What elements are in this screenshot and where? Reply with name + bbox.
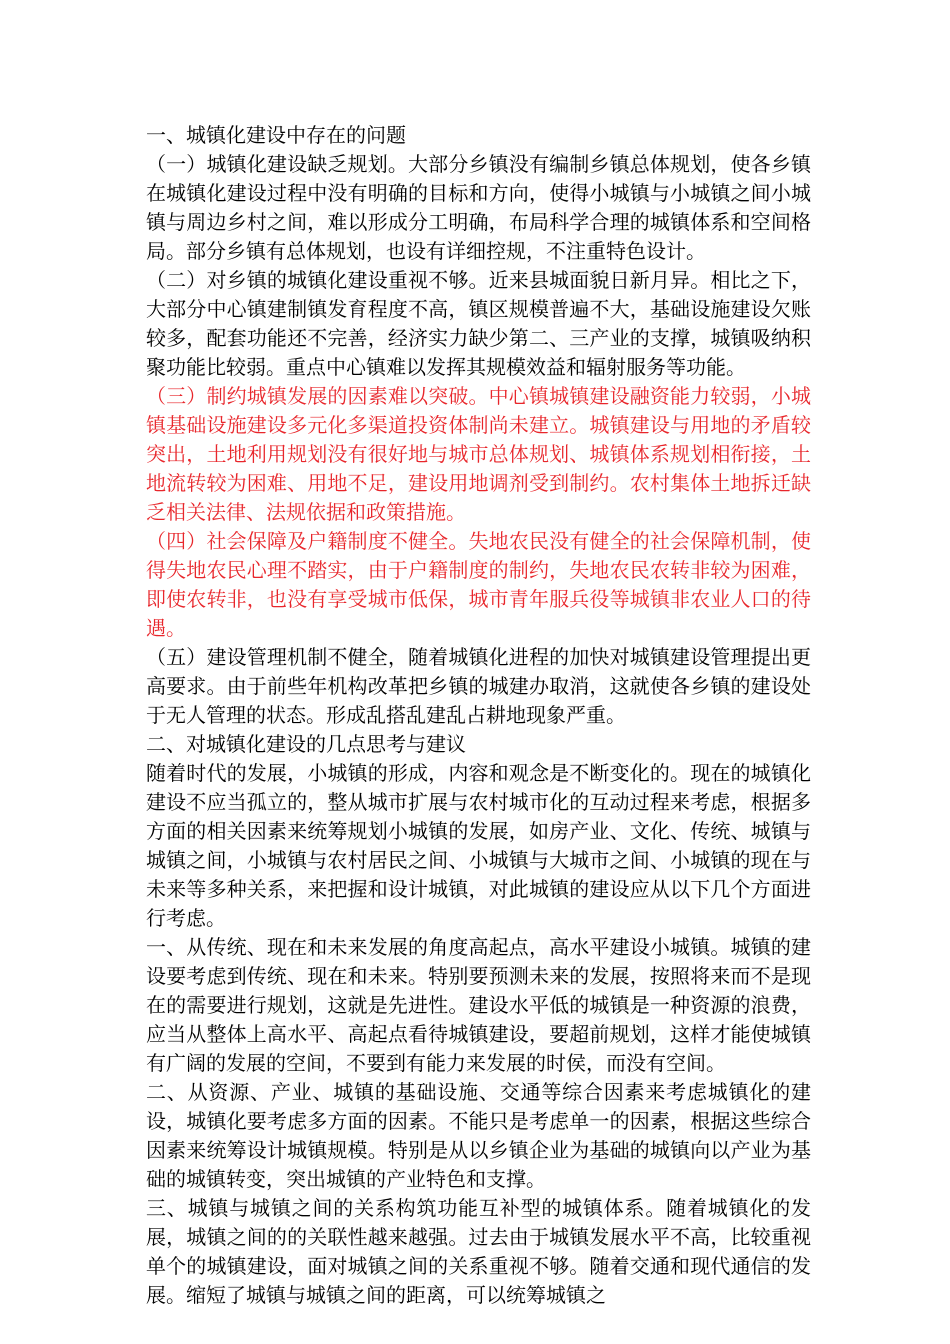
paragraph-intro: 随着时代的发展，小城镇的形成，内容和观念是不断变化的。现在的城镇化建设不应当孤立的，整从城市扩展与农村城市化的互动过程来考虑，根据多方面的相关因素来统筹规划小城镇的发展，如房产业、文化、传统、城镇与城镇之间，小城镇与农村居民之间、小城镇与大城市之间、小城镇的现在与未来等多种关系，来把握和设计城镇，对此城镇的建设应从以下几个方面进行考虑。	[146, 761, 811, 930]
paragraph-problem-1: （一）城镇化建设缺乏规划。大部分乡镇没有编制乡镇总体规划，使各乡镇在城镇化建设过程中没有明确的目标和方向，使得小城镇与小城镇之间小城镇与周边乡村之间，难以形成分工明确，布局科学合理的城镇体系和空间格局。部分乡镇有总体规划，也设有详细控规，不注重特色设计。	[146, 152, 811, 263]
paragraph-problem-3: （三）制约城镇发展的因素难以突破。中心镇城镇建设融资能力较弱，小城镇基础设施建设多元化多渠道投资体制尚未建立。城镇建设与用地的矛盾较突出，土地利用规划没有很好地与城市总体规划、城镇体系规划相衔接，土地流转较为困难、用地不足，建设用地调剂受到制约。农村集体土地拆迁缺乏相关法律、法规依据和政策措施。	[146, 384, 811, 524]
paragraph-problem-2: （二）对乡镇的城镇化建设重视不够。近来县城面貌日新月异。相比之下，大部分中心镇建制镇发育程度不高，镇区规模普遍不大，基础设施建设欠账较多，配套功能还不完善，经济实力缺少第二、三产业的支撑，城镇吸纳积聚功能比较弱。重点中心镇难以发挥其规模效益和辐射服务等功能。	[146, 268, 811, 379]
paragraph-suggestion-2: 二、从资源、产业、城镇的基础设施、交通等综合因素来考虑城镇化的建设，城镇化要考虑多方面的因素。不能只是考虑单一的因素，根据这些综合因素来统筹设计城镇规模。特别是从以乡镇企业为基础的城镇向以产业为基础的城镇转变，突出城镇的产业特色和支撑。	[146, 1080, 811, 1191]
paragraph-problem-5: （五）建设管理机制不健全，随着城镇化进程的加快对城镇建设管理提出更高要求。由于前些年机构改革把乡镇的城建办取消，这就使各乡镇的建设处于无人管理的状态。形成乱搭乱建乱占耕地现象严重。	[146, 645, 811, 727]
document-body	[146, 121, 811, 1310]
section-heading-1: 一、城镇化建设中存在的问题	[146, 123, 406, 147]
paragraph-problem-4: （四）社会保障及户籍制度不健全。失地农民没有健全的社会保障机制，使得失地农民心理不踏实，由于户籍制度的制约，失地农民农转非较为困难，即使农转非，也没有享受城市低保，城市青年服兵役等城镇非农业人口的待遇。	[146, 529, 811, 640]
paragraph-suggestion-1: 一、从传统、现在和未来发展的角度高起点，高水平建设小城镇。城镇的建设要考虑到传统、现在和未来。特别要预测未来的发展，按照将来而不是现在的需要进行规划，这就是先进性。建设水平低的城镇是一种资源的浪费，应当从整体上高水平、高起点看待城镇建设，要超前规划，这样才能使城镇有广阔的发展的空间，不要到有能力来发展的时侯，而没有空间。	[146, 935, 811, 1075]
section-heading-2: 二、对城镇化建设的几点思考与建议	[146, 732, 466, 756]
paragraph-suggestion-3: 三、城镇与城镇之间的关系构筑功能互补型的城镇体系。随着城镇化的发展，城镇之间的的关联性越来越强。过去由于城镇发展水平不高，比较重视单个的城镇建设，面对城镇之间的关系重视不够。随着交通和现代通信的发展。缩短了城镇与城镇之间的距离，可以统筹城镇之	[146, 1196, 811, 1307]
